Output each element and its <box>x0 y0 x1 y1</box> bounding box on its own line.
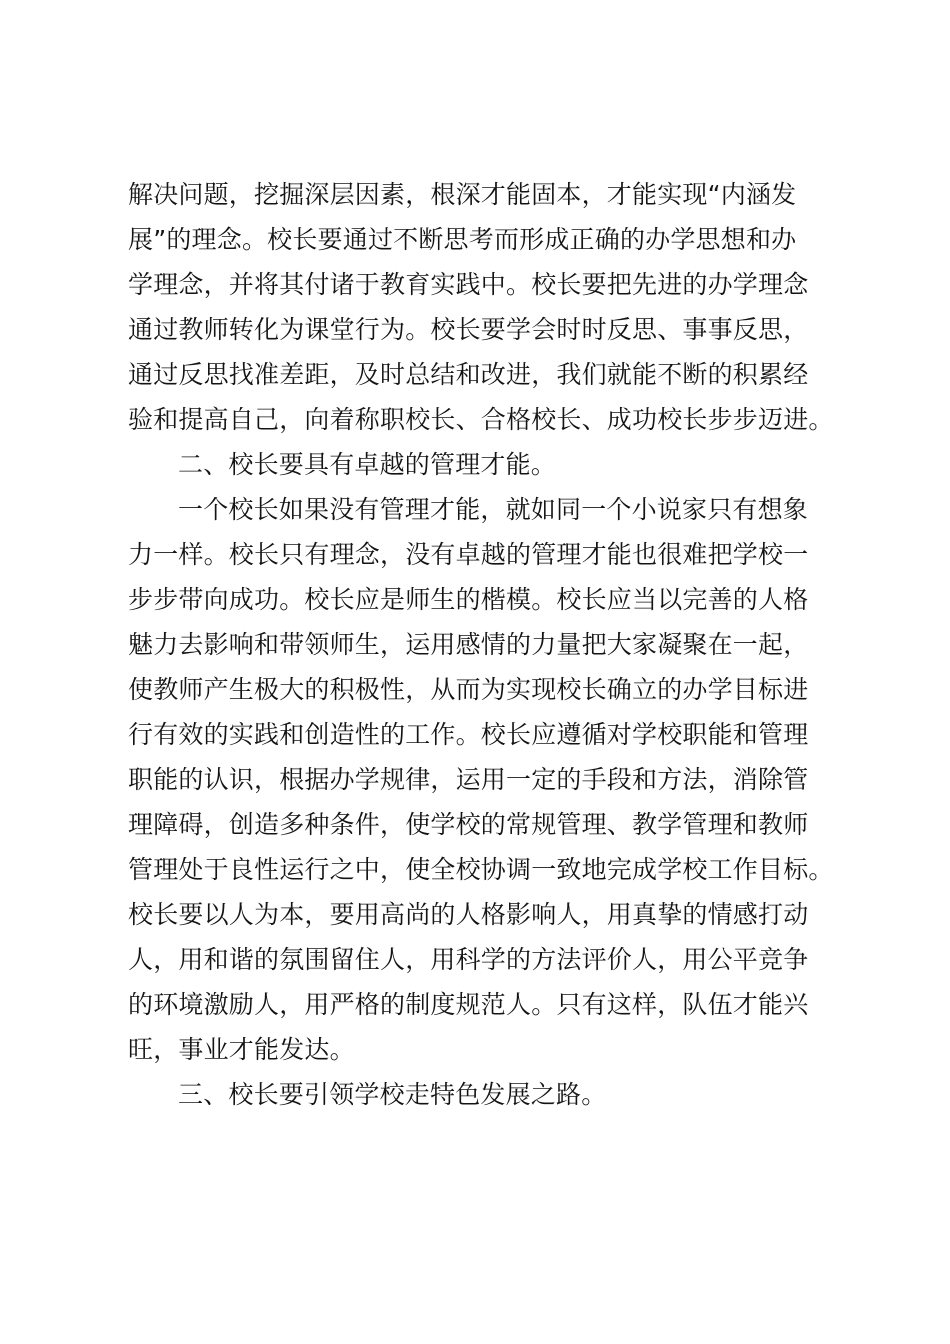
text-line: 步步带向成功。校长应是师生的楷模。校长应当以完善的人格 <box>128 585 809 614</box>
text-line: 一个校长如果没有管理才能，就如同一个小说家只有想象 <box>178 495 809 524</box>
paragraph-1 <box>128 172 838 442</box>
text-line: 理障碍，创造多种条件，使学校的常规管理、教学管理和教师 <box>128 810 809 839</box>
text-line: 展”的理念。校长要通过不断思考而形成正确的办学思想和办 <box>128 225 797 254</box>
text-line: 职能的认识，根据办学规律，运用一定的手段和方法，消除管 <box>128 765 809 794</box>
text-line: 学理念，并将其付诸于教育实践中。校长要把先进的办学理念 <box>128 270 809 299</box>
text-line: 校长要以人为本，要用高尚的人格影响人，用真挚的情感打动 <box>128 900 809 929</box>
document-body <box>128 172 838 1117</box>
text-line: 通过教师转化为课堂行为。校长要学会时时反思、事事反思， <box>128 315 809 344</box>
text-line: 管理处于良性运行之中，使全校协调一致地完成学校工作目标。 <box>128 855 834 884</box>
text-line: 魅力去影响和带领师生，运用感情的力量把大家凝聚在一起， <box>128 630 809 659</box>
text-line: 使教师产生极大的积极性，从而为实现校长确立的办学目标进 <box>128 675 809 704</box>
text-line: 的环境激励人，用严格的制度规范人。只有这样，队伍才能兴 <box>128 990 809 1019</box>
text-line: 验和提高自己，向着称职校长、合格校长、成功校长步步迈进。 <box>128 405 834 434</box>
section-heading-2: 二、校长要具有卓越的管理才能。 <box>178 450 557 479</box>
text-line: 旺，事业才能发达。 <box>128 1035 355 1064</box>
text-line: 人，用和谐的氛围留住人，用科学的方法评价人，用公平竞争 <box>128 945 809 974</box>
paragraph-2 <box>128 487 838 1072</box>
section-heading-3: 三、校长要引领学校走特色发展之路。 <box>178 1080 607 1109</box>
text-line: 行有效的实践和创造性的工作。校长应遵循对学校职能和管理 <box>128 720 809 749</box>
text-line: 力一样。校长只有理念，没有卓越的管理才能也很难把学校一 <box>128 540 809 569</box>
text-line: 解决问题，挖掘深层因素，根深才能固本，才能实现“内涵发 <box>128 180 797 209</box>
text-line: 通过反思找准差距，及时总结和改进，我们就能不断的积累经 <box>128 360 809 389</box>
